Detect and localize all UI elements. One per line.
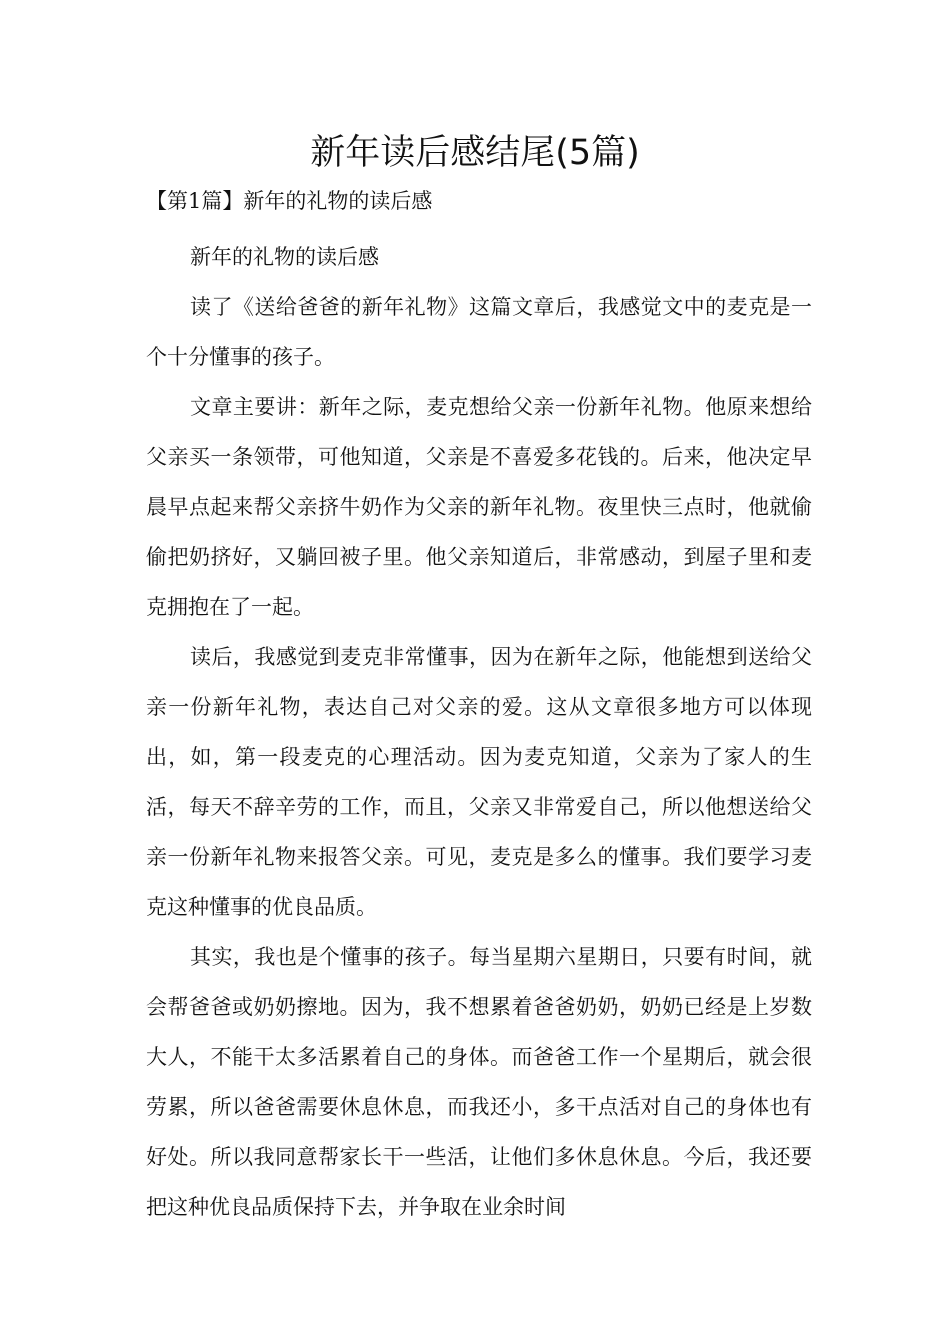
- document-title: 新年读后感结尾(5篇): [310, 133, 640, 173]
- paragraph: 文章主要讲：新年之际，麦克想给父亲一份新年礼物。他原来想给父亲买一条领带，可他知道，父亲是不喜爱多花钱的。后来，他决定早晨早点起来帮父亲挤牛奶作为父亲的新年礼物。夜里快三点时，他就偷偷把奶挤好，又躺回被子里。他父亲知道后，非常感动，到屋子里和麦克拥抱在了一起。: [146, 395, 812, 619]
- paragraph: 读了《送给爸爸的新年礼物》这篇文章后，我感觉文中的麦克是一个十分懂事的孩子。: [146, 295, 812, 369]
- document-body: [146, 232, 812, 1232]
- paragraph-subtitle: 新年的礼物的读后感: [190, 245, 379, 269]
- paragraph: 其实，我也是个懂事的孩子。每当星期六星期日，只要有时间，就会帮爸爸或奶奶擦地。因为，我不想累着爸爸奶奶，奶奶已经是上岁数大人，不能干太多活累着自己的身体。而爸爸工作一个星期后，就会很劳累，所以爸爸需要休息休息，而我还小，多干点活对自己的身体也有好处。所以我同意帮家长干一些活，让他们多休息休息。今后，我还要把这种优良品质保持下去，并争取在业余时间: [146, 945, 812, 1219]
- paragraph: 读后，我感觉到麦克非常懂事，因为在新年之际，他能想到送给父亲一份新年礼物，表达自己对父亲的爱。这从文章很多地方可以体现出，如，第一段麦克的心理活动。因为麦克知道，父亲为了家人的生活，每天不辞辛劳的工作，而且，父亲又非常爱自己，所以他想送给父亲一份新年礼物来报答父亲。可见，麦克是多么的懂事。我们要学习麦克这种懂事的优良品质。: [146, 645, 812, 919]
- section-heading: 【第1篇】新年的礼物的读后感: [146, 189, 433, 213]
